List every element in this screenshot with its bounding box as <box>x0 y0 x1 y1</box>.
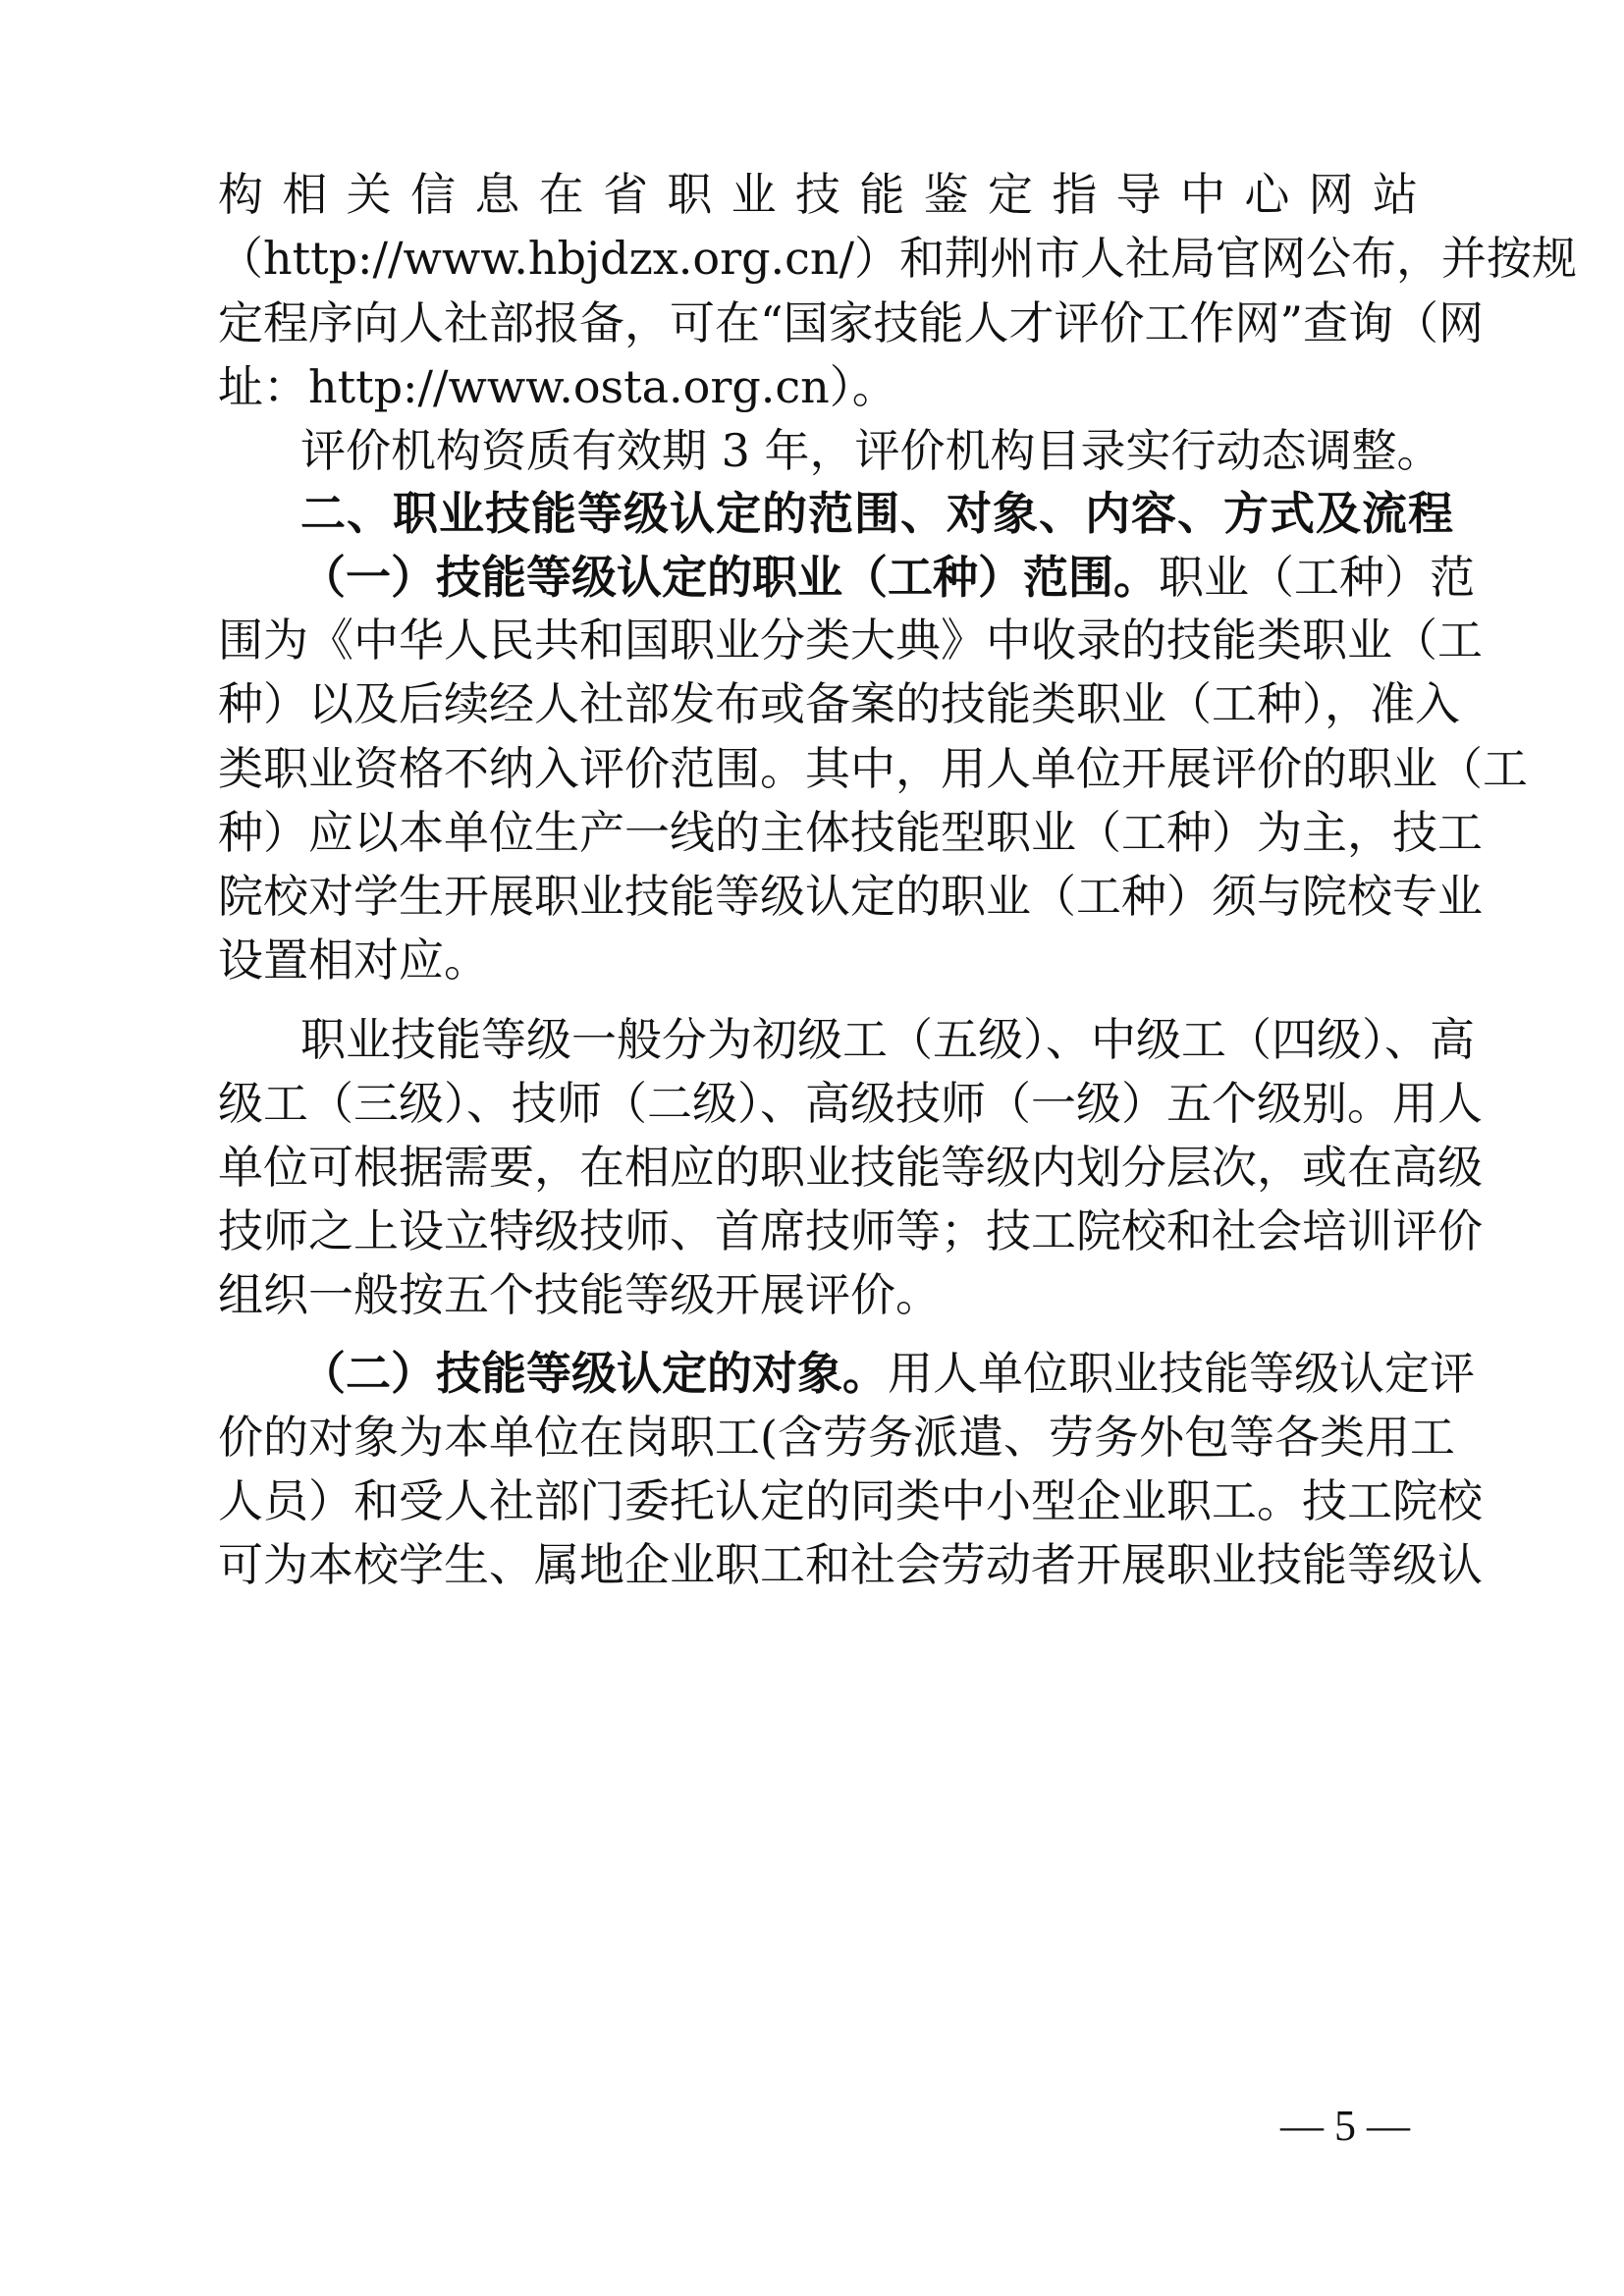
paragraph-line <box>300 1342 1475 1405</box>
paragraph-line: 院校对学生开展职业技能等级认定的职业（工种）须与院校专业 <box>218 870 1483 923</box>
page-number: — 5 — <box>1280 2102 1410 2150</box>
paragraph-line: 种）应以本单位生产一线的主体技能型职业（工种）为主，技工 <box>218 806 1483 859</box>
paragraph-line: （http://www.hbjdzx.org.cn/）和荆州市人社局官网公布，并按规 <box>218 232 1578 285</box>
paragraph-line: 价的对象为本单位在岗职工(含劳务派遣、劳务外包等各类用工 <box>218 1411 1455 1464</box>
paragraph-line: 类职业资格不纳入评价范围。其中，用人单位开展评价的职业（工 <box>218 742 1528 795</box>
paragraph-line: 人员）和受人社部门委托认定的同类中小型企业职工。技工院校 <box>218 1474 1483 1527</box>
paragraph-text: 用人单位职业技能等级认定评 <box>888 1347 1475 1400</box>
paragraph-line: 技师之上设立特级技师、首席技师等；技工院校和社会培训评价 <box>218 1204 1483 1257</box>
paragraph-line <box>300 546 1475 609</box>
paragraph-line: 级工（三级）、技师（二级）、高级技师（一级）五个级别。用人 <box>218 1077 1483 1130</box>
paragraph-line: 种）以及后续经人社部发布或备案的技能类职业（工种），准入 <box>218 677 1460 730</box>
paragraph-text: 职业（工种）范 <box>1159 551 1475 604</box>
subsection-title: （一）技能等级认定的职业（工种）范围。 <box>300 551 1159 604</box>
paragraph-line: 评价机构资质有效期 3 年，评价机构目录实行动态调整。 <box>300 424 1442 477</box>
paragraph-line: 围为《中华人民共和国职业分类大典》中收录的技能类职业（工 <box>218 614 1483 667</box>
paragraph-line: 职业技能等级一般分为初级工（五级）、中级工（四级）、高 <box>300 1013 1475 1066</box>
paragraph-line: 组织一般按五个技能等级开展评价。 <box>218 1268 941 1321</box>
paragraph-line: 构相关信息在省职业技能鉴定指导中心网站 <box>218 168 1418 221</box>
paragraph-line: 定程序向人社部报备，可在“国家技能人才评价工作网”查询（网 <box>218 296 1485 349</box>
section-heading: 二、职业技能等级认定的范围、对象、内容、方式及流程 <box>300 487 1454 540</box>
paragraph-line: 址：http://www.osta.org.cn）。 <box>218 360 897 413</box>
paragraph-line: 可为本校学生、属地企业职工和社会劳动者开展职业技能等级认 <box>218 1538 1483 1591</box>
paragraph-line: 单位可根据需要，在相应的职业技能等级内划分层次，或在高级 <box>218 1141 1483 1194</box>
subsection-title: （二）技能等级认定的对象。 <box>300 1347 888 1400</box>
paragraph-line: 设置相对应。 <box>218 934 489 987</box>
